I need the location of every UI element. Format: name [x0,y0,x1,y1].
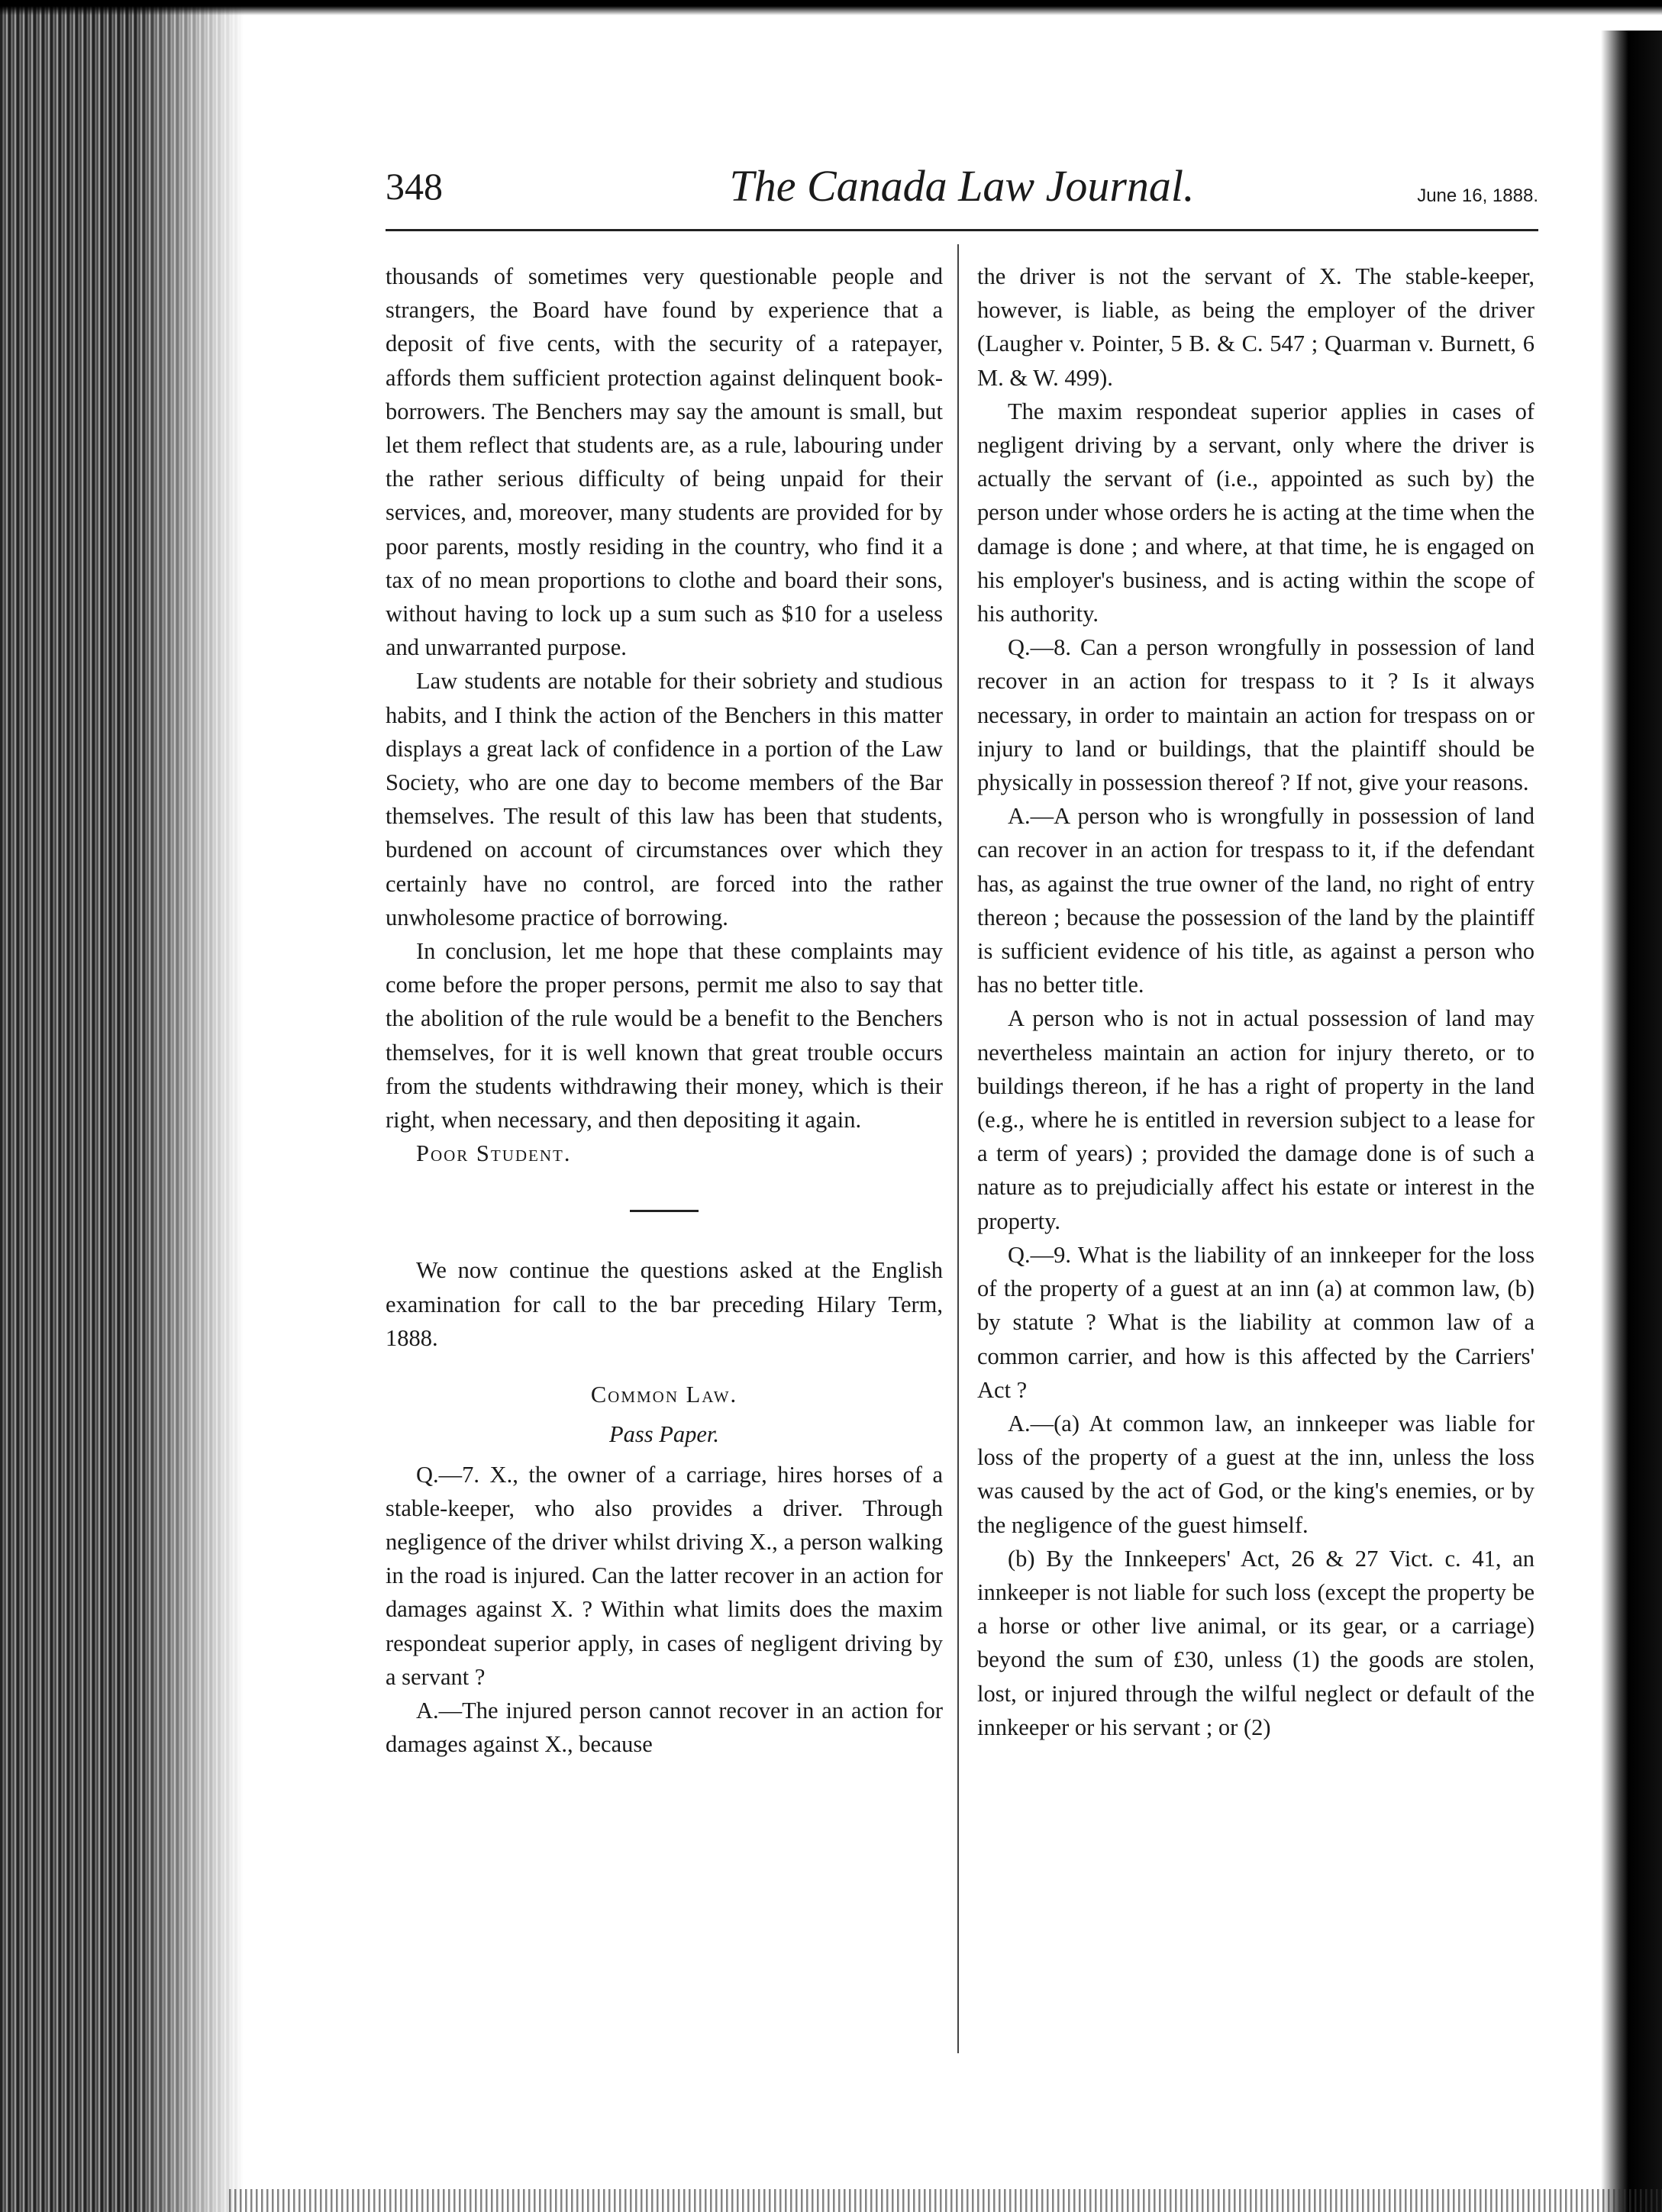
running-header [386,156,1538,225]
answer-8-continued: A person who is not in actual possession of land may nevertheless maintain an action for injury thereto, or to buildings thereon, if he has a right of property in the land (e.g., where he is entitled in reversion subject to a lease for a term of years) ; provided the damage done is of such a nature as to prejudicially affect his estate or interest in the property. [977,1005,1535,1234]
letter-paragraph-1: thousands of sometimes very questionable people and strangers, the Board have found by experience that a deposit of five cents, with the security of a ratepayer, affords them sufficient protection against delinquent book-borrowers. The Benchers may say the amount is small, but let them reflect that students are, as a rule, labouring under the rather serious difficulty of being unpaid for their services, and, moreover, many students are provided for by poor parents, mostly residing in the country, who find it a tax of no mean proportions to clothe and board their sons, without having to lock up a sum such as $10 for a useless and unwarranted purpose. [386,263,943,661]
section-divider [630,1210,699,1212]
left-column [386,260,943,1761]
question-7: Q.—7. X., the owner of a carriage, hires horses of a stable-keeper, who also provides a driver. Through negligence of the driver whilst driving X., a person walking in the road is injured. Can the latter recover in an action for damages against X. ? Within what limits does the maxim respondeat superior apply, in cases of negligent driving by a servant ? [386,1461,943,1690]
header-rule [386,229,1538,231]
page-number: 348 [386,165,443,208]
section-heading: Common Law. [590,1382,738,1408]
answer-7: A.—The injured person cannot recover in an action for damages against X., because [386,1697,943,1758]
answer-7-continued: the driver is not the servant of X. The stable-keeper, however, is liable, as being the employer of the driver (Laugher v. Pointer, 5 B. & C. 547 ; Quarman v. Burnett, 6 M. & W. 499). [977,263,1535,391]
letter-paragraph-3: In conclusion, let me hope that these complaints may come before the proper persons, permit me also to say that the abolition of the rule would be a benefit to the Benchers themselves, for it is well known that great trouble occurs from the students withdrawing their money, which is their right, when necessary, and then depositing it again. [386,938,943,1133]
right-column [977,260,1535,1744]
letter-signature: Poor Student. [416,1140,572,1167]
question-9: Q.—9. What is the liability of an innkeeper for the loss of the property of a guest at an inn (a) at common law, (b) by statute ? What is the liability at common law of a common carrier, and how is this affected by the Carriers' Act ? [977,1241,1535,1403]
binding-shadow-left [0,0,244,2212]
respondeat-superior-paragraph: The maxim respondeat superior applies in cases of negligent driving by a servant, only where the driver is actually the servant of (i.e., appointed as such by) the person under whose orders he is acting at the time when the damage is done ; and where, at that time, he is engaged on his employer's business, and is acting within the scope of his authority. [977,398,1535,627]
section-subheading: Pass Paper. [608,1421,720,1448]
answer-9b: (b) By the Innkeepers' Act, 26 & 27 Vict. c. 41, an innkeeper is not liable for such loss (except the property be a horse or other live animal, or its gear, or a carriage) beyond the sum of £30, unless (1) the goods are stolen, lost, or injured through the wilful neglect or default of the innkeeper or his servant ; or (2) [977,1545,1535,1740]
binding-shadow-right [1601,31,1662,2212]
letter-paragraph-2: Law students are notable for their sobriety and studious habits, and I think the action of the Benchers in this matter displays a great lack of confidence in a portion of the Law Society, who are one day to become members of the Bar themselves. The result of this law has been that students, burdened on account of circumstances over which they certainly have no control, are forced into the rather unwholesome practice of borrowing. [386,668,943,930]
scan-edge-bottom [229,2189,1662,2212]
issue-date: June 16, 1888. [1417,185,1538,206]
examination-intro: We now continue the questions asked at the English examination for call to the bar preceding Hilary Term, 1888. [386,1257,943,1351]
journal-title: The Canada Law Journal. [729,161,1195,211]
column-divider [957,244,959,2053]
scan-edge-top [0,0,1662,15]
answer-8: A.—A person who is wrongfully in possession of land can recover in an action for trespass to it, if the defendant has, as against the true owner of the land, no right of entry thereon ; because the possession of the land by the plaintiff is sufficient evidence of his title, as against a person who has no better title. [977,803,1535,998]
question-8: Q.—8. Can a person wrongfully in possession of land recover in an action for trespass to it ? Is it always necessary, in order to maintain an action for trespass on or injury to land or buildings, that the plaintiff should be physically in possession thereof ? If not, give your reasons. [977,634,1535,796]
answer-9a: A.—(a) At common law, an innkeeper was liable for loss of the property of a guest at the inn, unless the loss was caused by the act of God, or the king's enemies, or by the negligence of the guest himself. [977,1410,1535,1538]
